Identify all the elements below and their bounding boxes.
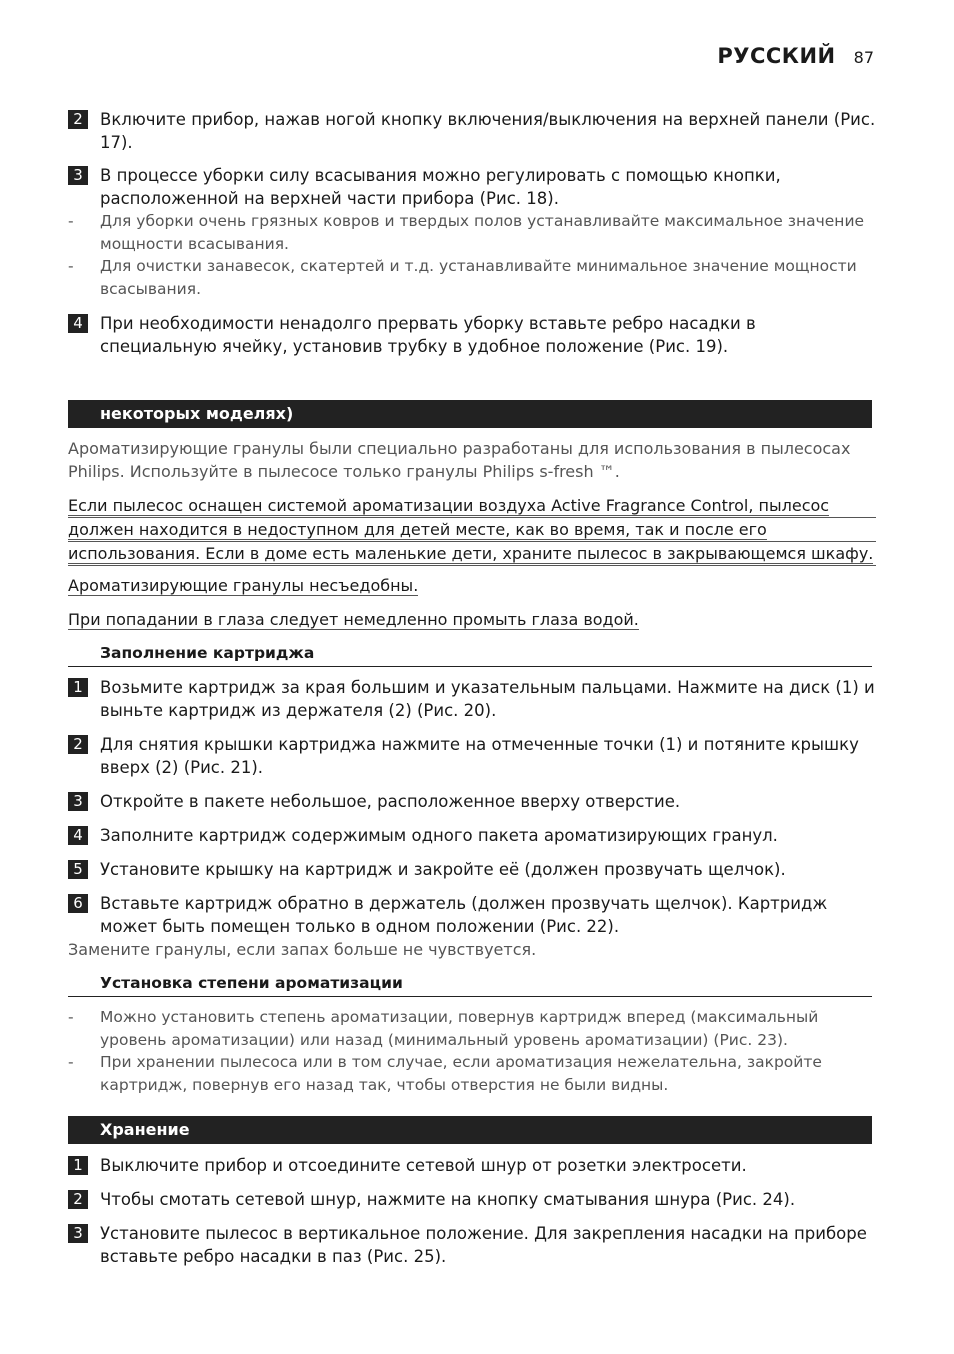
warning-line: При попадании в глаза следует немедленно промыть глаза водой. — [68, 610, 639, 629]
step-number: 3 — [68, 1224, 88, 1243]
bullet-text: При хранении пылесоса или в том случае, если ароматизация нежелательна, закройте картридж, повернув его назад так, чтобы отверстия не были видны. — [100, 1053, 822, 1094]
step-text: Возьмите картридж за края большим и указательным пальцами. Нажмите на диск (1) и выньте картридж из держателя (2) (Рис. 20). — [100, 678, 875, 720]
dash-marker: - — [68, 212, 74, 230]
dash-marker: - — [68, 257, 74, 275]
step-text: Для снятия крышки картриджа нажмите на отмеченные точки (1) и потяните крышку вверх (2) (Рис. 21). — [100, 735, 859, 777]
step-text: Вставьте картридж обратно в держатель (должен прозвучать щелчок). Картридж может быть помещен только в одном положении (Рис. 22). — [100, 894, 828, 936]
dash-marker: - — [68, 1008, 74, 1026]
filling-step-4 — [68, 824, 876, 847]
subheading-degree — [68, 972, 872, 997]
bullet-text: Для уборки очень грязных ковров и твердых полов устанавливайте максимальное значение мощности всасывания. — [100, 212, 865, 253]
step-2-power-on — [68, 108, 876, 154]
dash-marker: - — [68, 1053, 74, 1071]
section-heading: Хранение — [100, 1120, 190, 1139]
degree-bullet-2 — [68, 1051, 876, 1097]
storage-step-3 — [68, 1222, 876, 1268]
bullet-text: Можно установить степень ароматизации, повернув картридж вперед (максимальный уровень ароматизации) или назад (минимальный уровень ароматизации) (Рис. 23). — [100, 1008, 819, 1049]
step-text: Выключите прибор и отсоедините сетевой шнур от розетки электросети. — [100, 1156, 747, 1175]
warning-line: Ароматизирующие гранулы несъедобны. — [68, 576, 419, 595]
bullet-text: Для очистки занавесок, скатертей и т.д. устанавливайте минимальное значение мощности всасывания. — [100, 257, 857, 298]
filling-step-1 — [68, 676, 876, 722]
bullet-min-suction — [68, 255, 876, 301]
page-header — [717, 44, 874, 68]
step-number: 4 — [68, 314, 88, 333]
warning-line: использования. Если в доме есть маленькие дети, храните пылесос в закрывающемся шкафу. — [68, 544, 874, 563]
step-text: Чтобы смотать сетевой шнур, нажмите на кнопку сматывания шнура (Рис. 24). — [100, 1190, 796, 1209]
degree-bullet-1 — [68, 1006, 876, 1052]
fragrance-warning-children — [68, 494, 876, 566]
bullet-max-suction — [68, 210, 876, 256]
subheading-filling — [68, 642, 872, 667]
step-number: 1 — [68, 1156, 88, 1175]
step-4-pause — [68, 312, 876, 358]
storage-step-2 — [68, 1188, 876, 1211]
step-text: Включите прибор, нажав ногой кнопку включения/выключения на верхней панели (Рис. 17). — [100, 110, 876, 152]
warning-line: должен находится в недоступном для детей месте, как во время, так и после его — [68, 520, 767, 539]
step-number: 4 — [68, 826, 88, 845]
step-number: 2 — [68, 1190, 88, 1209]
step-number: 3 — [68, 166, 88, 185]
step-number: 1 — [68, 678, 88, 697]
step-number: 2 — [68, 110, 88, 129]
step-text: Откройте в пакете небольшое, расположенное вверху отверстие. — [100, 792, 681, 811]
section-heading: некоторых моделях) — [100, 404, 294, 423]
step-number: 3 — [68, 792, 88, 811]
fragrance-intro: Ароматизирующие гранулы были специально разработаны для использования в пылесосах Philips. Используйте в пылесосе только гранулы Philips s-fresh ™. — [68, 439, 851, 481]
step-text: Установите крышку на картридж и закройте её (должен прозвучать щелчок). — [100, 860, 786, 879]
warning-line: Если пылесос оснащен системой ароматизации воздуха Active Fragrance Control, пылесос — [68, 496, 830, 515]
filling-step-6 — [68, 892, 876, 938]
filling-step-3 — [68, 790, 876, 813]
subheading-text: Установка степени ароматизации — [100, 974, 403, 992]
section-bar-fragrance — [68, 400, 872, 428]
step-3-suction — [68, 164, 876, 210]
step-text: Заполните картридж содержимым одного пакета ароматизирующих гранул. — [100, 826, 778, 845]
page-number: 87 — [853, 48, 874, 67]
filling-step-2 — [68, 733, 876, 779]
filling-note: Замените гранулы, если запах больше не чувствуется. — [68, 940, 537, 959]
section-bar-storage — [68, 1116, 872, 1144]
fragrance-warning-inedible — [68, 574, 876, 597]
language-label: РУССКИЙ — [717, 44, 836, 68]
step-text: При необходимости ненадолго прервать уборку вставьте ребро насадки в специальную ячейку, установив трубку в удобное положение (Рис. 19). — [100, 314, 756, 356]
step-number: 2 — [68, 735, 88, 754]
subheading-text: Заполнение картриджа — [100, 644, 315, 662]
step-text: В процессе уборки силу всасывания можно регулировать с помощью кнопки, расположенной на верхней части прибора (Рис. 18). — [100, 166, 781, 208]
fragrance-warning-eyes — [68, 608, 876, 631]
step-number: 5 — [68, 860, 88, 879]
storage-step-1 — [68, 1154, 876, 1177]
filling-step-5 — [68, 858, 876, 881]
step-text: Установите пылесос в вертикальное положение. Для закрепления насадки на приборе вставьте ребро насадки в паз (Рис. 25). — [100, 1224, 867, 1266]
step-number: 6 — [68, 894, 88, 913]
